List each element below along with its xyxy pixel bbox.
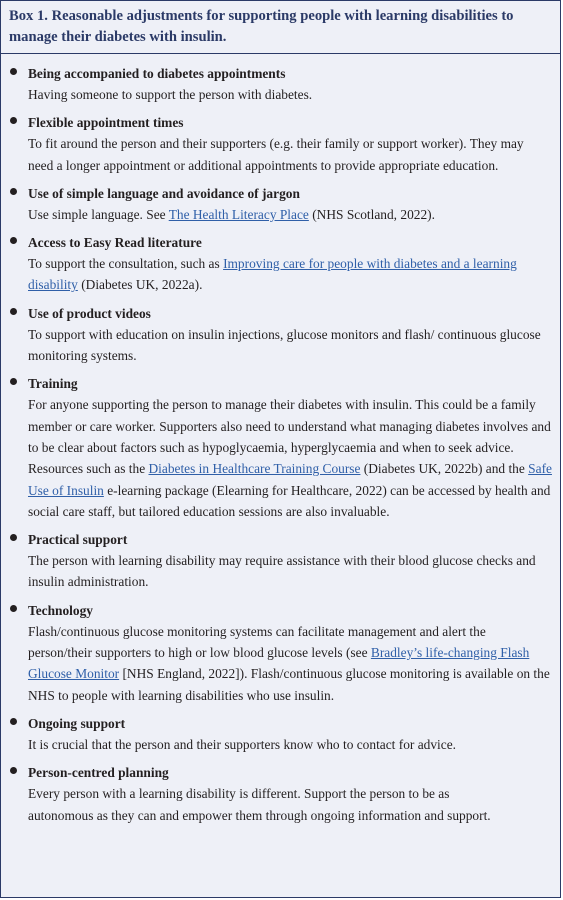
item-heading: Being accompanied to diabetes appointments bbox=[28, 66, 286, 81]
item-heading: Training bbox=[28, 376, 78, 392]
list-item bbox=[1, 183, 560, 225]
item-heading: Use of simple language and avoidance of jargon bbox=[28, 185, 300, 201]
bullet-icon bbox=[10, 68, 17, 75]
bullet-icon bbox=[10, 117, 17, 124]
item-heading: Use of product videos bbox=[28, 305, 151, 321]
title-divider bbox=[1, 53, 560, 54]
item-text: To support with education on insulin injections, glucose monitors and flash/ continuous glucose monitoring systems. bbox=[28, 326, 541, 364]
list-item bbox=[1, 600, 560, 706]
bullet-icon bbox=[10, 718, 17, 725]
item-heading: Access to Easy Read literature bbox=[28, 235, 202, 251]
item-text: Use simple language. See The Health Literacy Place (NHS Scotland, 2022). bbox=[28, 206, 435, 222]
bullet-icon bbox=[10, 188, 17, 195]
flash-glucose-monitor-link[interactable]: Bradley’s life-changing Flash Glucose Monitor bbox=[28, 645, 530, 682]
item-heading: Technology bbox=[28, 602, 93, 618]
item-heading: Flexible appointment times bbox=[28, 115, 184, 131]
item-text: To fit around the person and their supporters (e.g. their family or support worker). They may need a longer appointment or additional appointments to provide appropriate education. bbox=[28, 136, 524, 173]
item-text: Flash/continuous glucose monitoring systems can facilitate management and alert the person/their supporters to high or low blood glucose levels (see Bradley’s life-changing Flash Glucose Monitor [NHS England, 2022]). Flash/continuous glucose monitoring is available on the NHS to people with learning disabilities who use insulin. bbox=[28, 623, 550, 703]
list-item bbox=[1, 713, 560, 755]
list-item bbox=[1, 373, 560, 522]
item-text: For anyone supporting the person to manage their diabetes with insulin. This could be a family member or care worker. Supporters also need to understand what managing diabetes involves and to be clear about factors such as hypoglycaemia, hyperglycaemia and when to seek advice. Resources such as the Diabetes in Healthcare Training Course (Diabetes UK, 2022b) and the Safe Use of Insulin e-learning package (Elearning for Healthcare, 2022) can be accessed by health and social care staff, but tailored education sessions are also invaluable. bbox=[28, 397, 552, 519]
list-item bbox=[1, 112, 560, 176]
bullet-icon bbox=[10, 605, 17, 612]
bullet-icon bbox=[10, 237, 17, 244]
diabetes-training-course-link[interactable]: Diabetes in Healthcare Training Course bbox=[148, 461, 361, 477]
item-text: It is crucial that the person and their supporters know who to contact for advice. bbox=[28, 736, 456, 752]
list-item bbox=[1, 232, 560, 296]
bullet-icon bbox=[10, 534, 17, 541]
list-item bbox=[1, 529, 560, 593]
adjustments-list bbox=[1, 63, 560, 826]
item-heading: Ongoing support bbox=[28, 715, 126, 731]
bullet-icon bbox=[10, 378, 17, 385]
bullet-icon bbox=[10, 308, 17, 315]
item-heading: Person-centred planning bbox=[28, 765, 169, 781]
list-item bbox=[1, 303, 560, 367]
item-text: The person with learning disability may require assistance with their blood glucose checks and insulin administration. bbox=[28, 553, 536, 590]
item-text: To support the consultation, such as Improving care for people with diabetes and a learning disability (Diabetes UK, 2022a). bbox=[28, 256, 517, 293]
health-literacy-place-link[interactable]: The Health Literacy Place bbox=[168, 206, 309, 222]
item-heading: Practical support bbox=[28, 532, 128, 548]
list-item bbox=[1, 63, 560, 105]
item-text: Having someone to support the person with diabetes. bbox=[28, 87, 313, 102]
list-item bbox=[1, 762, 560, 826]
item-text: Every person with a learning disability is different. Support the person to be as autonomous as they can and empower them through ongoing information and support. bbox=[28, 786, 491, 823]
bullet-icon bbox=[10, 767, 17, 774]
box-title: Box 1. Reasonable adjustments for supporting people with learning disabilities to manage their diabetes with insulin. bbox=[9, 8, 514, 45]
safe-use-of-insulin-link[interactable]: Safe Use of Insulin bbox=[28, 461, 552, 498]
improving-care-link[interactable]: Improving care for people with diabetes and a learning disability bbox=[28, 256, 517, 293]
